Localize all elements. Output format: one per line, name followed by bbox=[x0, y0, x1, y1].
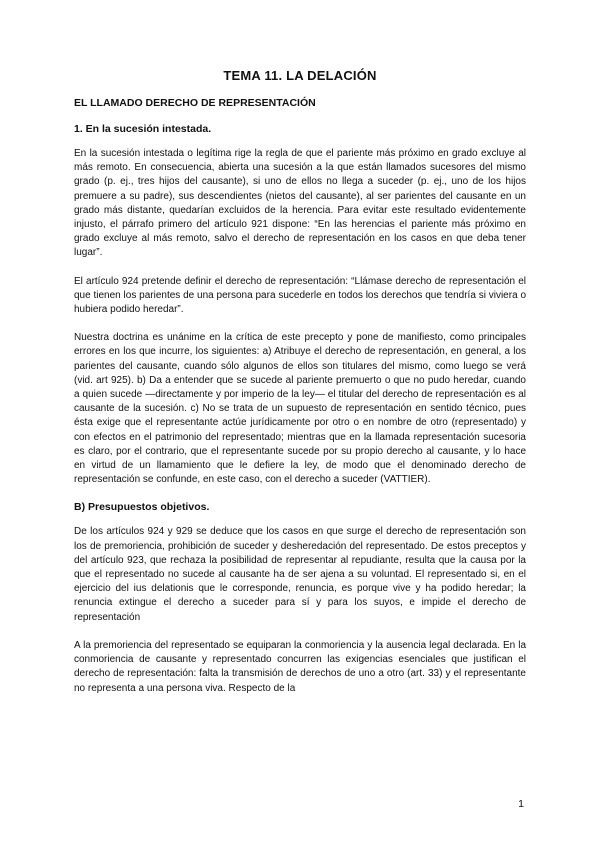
section-heading: EL LLAMADO DERECHO DE REPRESENTACIÓN bbox=[74, 97, 316, 109]
paragraph: De los artículos 924 y 929 se deduce que los casos en que surge el derecho de representación son los de premoriencia, prohibición de suceder y desheredación del representado. De estos preceptos y del artículo 923, que rechaza la posibilidad de representar al repudiante, resulta que la causa por la que el representado no sucede al causante ha de ser ajena a su voluntad. El representado si, en el ejercicio del ius delationis que le corresponde, renuncia, es porque vive y ha podido heredar; la renuncia extingue el derecho a suceder para sí y para los suyos, e impide el derecho de representación bbox=[74, 526, 526, 623]
page-number: 1 bbox=[518, 798, 524, 810]
paragraph: El artículo 924 pretende definir el derecho de representación: “Llámase derecho de representación el que tienen los parientes de una persona para sucederle en todos los derechos que tendría si viviera o hubiera podido heredar”. bbox=[74, 275, 526, 316]
paragraph: A la premoriencia del representado se equiparan la conmoriencia y la ausencia legal declarada. En la conmoriencia de causante y representado concurren las exigencias esenciales que justifican el derecho de representación: falta la transmisión de derechos de uno a otro (art. 33) y el representante no representa a una persona viva. Respecto de la bbox=[74, 639, 526, 694]
document-title: TEMA 11. LA DELACIÓN bbox=[223, 68, 377, 83]
subheading-objective-presuppositions: B) Presupuestos objetivos. bbox=[74, 501, 210, 514]
document-page bbox=[74, 68, 526, 710]
subheading-intestate-succession: 1. En la sucesión intestada. bbox=[74, 123, 212, 135]
paragraph: Nuestra doctrina es unánime en la crítica de este precepto y pone de manifiesto, como principales errores en los que incurre, los siguientes: a) Atribuye el derecho de representación, en general, a los parientes del causante, cuando sólo algunos de ellos son titulares del mismo, como luego se verá (vid. art 925). b) Da a entender que se sucede al pariente premuerto o que no pudo heredar, cuando a quien sucede —directamente y por imperio de la ley— el titular del derecho de representación es al causante de la sucesión. c) No se trata de un supuesto de representación en sentido técnico, pues ésta exige que el representante actúe jurídicamente por otro o en nombre de otro (representado) y con efectos en el patrimonio del representado; mientras que en la llamada representación sucesoria es claro, por el contrario, que el representante sucede por su propio derecho al causante, y lo hace en virtud de un llamamiento que le defiere la ley, de modo que el denominado derecho de representación se confunde, en este caso, con el derecho a suceder (VATTIER). bbox=[74, 332, 526, 486]
paragraph: En la sucesión intestada o legítima rige la regla de que el pariente más próximo en grado excluye al más remoto. En consecuencia, abierta una sucesión a la que están llamados sucesores del mismo grado (p. ej., tres hijos del causante), si uno de ellos no llega a suceder (p. ej., uno de los hijos premuere a su padre), sus descendientes (nietos del causante), al ser parientes del causante en un grado más distante, quedarían excluidos de la herencia. Para evitar este resultado evidentemente injusto, el párrafo primero del artículo 921 dispone: “En las herencias el pariente más próximo en grado excluye al más remoto, salvo el derecho de representación en los casos en que deba tener lugar”. bbox=[74, 148, 526, 259]
